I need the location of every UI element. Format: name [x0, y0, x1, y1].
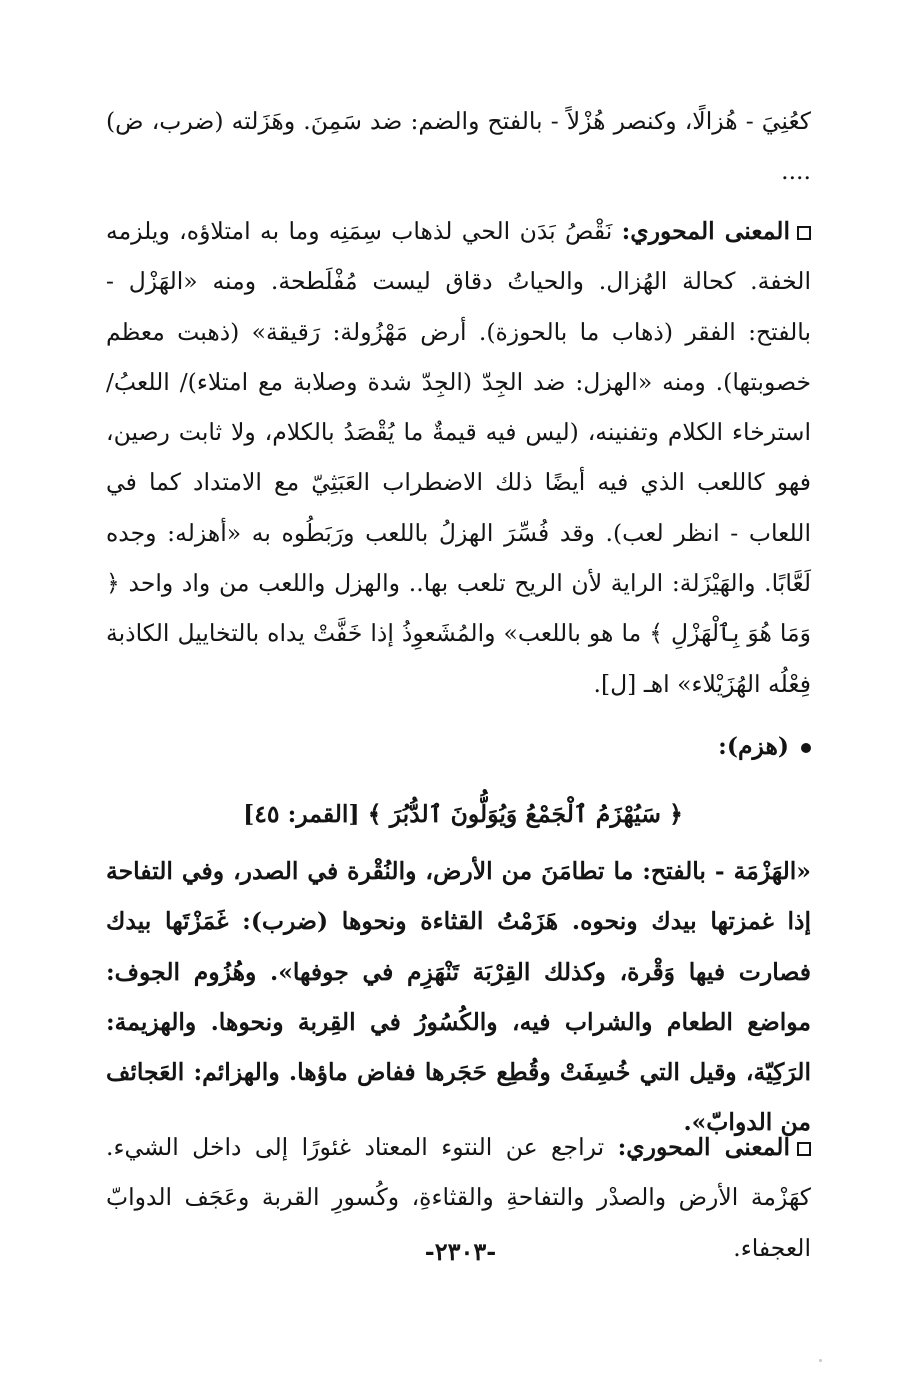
core-meaning-text: تراجع عن النتوء المعتاد غئورًا إلى داخل الشيء. كهَزْمة الأرض والصدْر والتفاحةِ والقثاءةِ، وكُسورِ القربة وعَجَف الدوابّ العجفاء.	[106, 1133, 811, 1262]
paragraph-core-meaning-hazl	[106, 206, 811, 709]
bullet-icon	[801, 743, 811, 753]
core-meaning-lead: المعنى المحوري:	[621, 217, 790, 245]
page-number: -٢٣٠٣-	[424, 1237, 497, 1266]
square-marker-icon	[797, 1142, 811, 1156]
entry-heading-hazm	[106, 724, 811, 768]
entry-heading-text: (هزم):	[718, 732, 789, 760]
core-meaning-text: نَقْصُ بَدَن الحي لذهاب سِمَنِه وما به امتلاؤه، ويلزمه الخفة. كحالة الهُزال. والحياتُ دقاق ليست مُفْلَطحة. ومنه «الهَزْل - بالفتح: الفقر (ذهاب ما بالحوزة). أرض مَهْزُولة: رَقيقة» (ذهبت معظم خصوبتها). ومنه «الهزل: ضد الجِدّ (الجِدّ شدة وصلابة مع امتلاء)/ اللعبُ/ استرخاء الكلام وتفنينه، (ليس فيه قيمةٌ ما يُقْصَدُ بالكلام، ولا ثابت رصين، فهو كاللعب الذي فيه أيضًا ذلك الاضطراب العَبَثِيّ مع الامتداد كما في اللعاب - انظر لعب). وقد فُسِّرَ الهزلُ باللعب ورَبَطُوه به «أهزله: وجده لَعَّابًا. والهَيْزَلة: الراية لأن الريح تلعب بها.. والهزل واللعب من واد واحد ﴿ وَمَا هُوَ بِٱلْهَزْلِ ﴾ ما هو باللعب» والمُشَعوِذُ إذا خَفَّتْ يداه بالتخاييل الكاذبة فِعْلُه الهُزَيْلاء» اهـ [ل].	[106, 217, 811, 698]
paragraph-continuation	[106, 96, 811, 197]
hazm-definition-text: «الهَزْمَة - بالفتح: ما تطامَنَ من الأرض، والنُقْرة في الصدر، وفي التفاحة إذا غمزتها بيدك ونحوه. هَزَمْتُ القثاءة ونحوها (ضرب): غَمَزْتَها بيدك فصارت فيها وَقْرة، وكذلك القِرْبَة تَنْهَزِم في جوفها». وهُزُوم الجوف: مواضع الطعام والشراب فيه، والكُسُورُ في القِربة ونحوها. والهزيمة: الرَكِيّة، وقيل التي خُسِفَتْ وقُطِع حَجَرها ففاض ماؤها. والهزائم: العَجائف من الدوابّ».	[106, 857, 811, 1137]
paragraph-continuation-text: كعُنِيَ - هُزالًا، وكنصر هُزْلاً - بالفتح والضم: ضد سَمِنَ. وهَزَلته (ضرب، ض) ....	[106, 107, 811, 186]
scan-speck	[819, 1359, 822, 1362]
square-marker-icon	[797, 226, 811, 240]
quran-verse: ﴿ سَيُهْزَمُ ٱلْجَمْعُ وَيُوَلُّونَ ٱلدُّبُرَ ﴾ [القمر: ٤٥]	[243, 800, 683, 828]
core-meaning-lead: المعنى المحوري:	[617, 1133, 790, 1161]
paragraph-hazm-definition	[106, 846, 811, 1148]
